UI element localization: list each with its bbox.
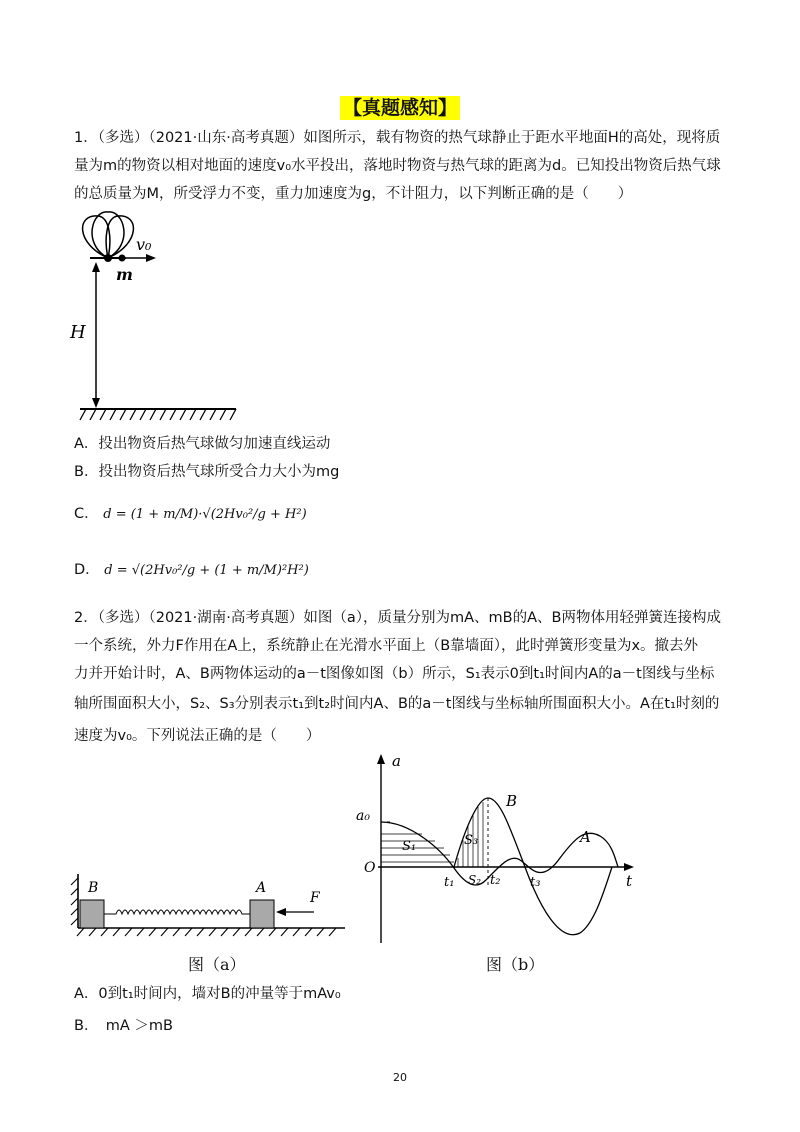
s1-label: S₁	[402, 839, 417, 854]
q1-option-d-formula: d = √(2Hv₀²/g + (1 + m/M)²H²)	[104, 563, 309, 578]
q2-line-4: 轴所围面积大小，S₂、S₃分别表示t₁到t₂时间内A、B的a－t图线与坐标轴所围面积大小。A在t₁时刻的	[74, 696, 720, 712]
axis-a-label: a	[392, 752, 401, 770]
m-label: m	[116, 265, 133, 284]
q1-option-d-label: D．	[74, 562, 100, 578]
axis-t-label: t	[626, 872, 633, 890]
q2-option-b: B． mA ＞mB	[74, 1018, 173, 1034]
label-b: B	[88, 880, 99, 896]
origin-label: O	[364, 860, 376, 876]
q1-balloon-figure	[62, 210, 252, 425]
q1-line-3: 的总质量为M，所受浮力不变，重力加速度为g，不计阻力，以下判断正确的是（ ）	[74, 186, 633, 202]
q2-line-3: 力并开始计时，A、B两物体运动的a－t图像如图（b）所示，S₁表示0到t₁时间内A的a－t图线与坐标	[74, 666, 715, 682]
q2-figure-a	[70, 872, 350, 937]
q1-option-a: A．投出物资后热气球做匀加速直线运动	[74, 436, 331, 452]
H-label: H	[70, 322, 86, 343]
curve-b-label: B	[506, 792, 518, 810]
q2-line-2: 一个系统，外力F作用在A上，系统静止在光滑水平面上（B靠墙面），此时弹簧形变量为x。撤去外	[74, 638, 699, 654]
section-title: 【真题感知】	[0, 93, 800, 120]
a0-label: a₀	[356, 808, 370, 824]
q1-option-d	[74, 558, 309, 579]
q2-line-5: 速度为v₀。下列说法正确的是（ ）	[74, 728, 321, 744]
label-a: A	[256, 880, 267, 896]
block-b	[80, 900, 104, 928]
t3-label: t₃	[530, 875, 541, 890]
q1-option-c-formula: d = (1 + m/M)·√(2Hv₀²/g + H²)	[103, 507, 307, 522]
curve-a-label: A	[580, 828, 591, 846]
spring	[104, 910, 250, 914]
block-a	[250, 900, 274, 928]
t2-label: t₂	[490, 873, 501, 888]
s2-label: S₂	[468, 873, 482, 887]
q2-option-a: A．0到t₁时间内，墙对B的冲量等于mAv₀	[74, 986, 341, 1002]
q1-line-2: 量为m的物资以相对地面的速度v₀水平投出，落地时物资与热气球的距离为d。已知投出物资后热气球	[74, 158, 721, 174]
v0-label: v₀	[136, 235, 152, 254]
q1-line-1: 1．（多选）（2021·山东·高考真题）如图所示，载有物资的热气球静止于距水平地面H的高处，现将质	[74, 130, 721, 146]
q1-option-c-label: C．	[74, 506, 99, 522]
page-number: 20	[393, 1071, 407, 1084]
q2-line-1: 2．（多选）（2021·湖南·高考真题）如图（a），质量分别为mA、mB的A、B两物体用轻弹簧连接构成	[74, 610, 721, 626]
label-f: F	[310, 890, 320, 906]
s3-label: S₃	[464, 833, 479, 848]
caption-fig-a: 图（a）	[188, 955, 246, 974]
q1-option-b: B．投出物资后热气球所受合力大小为mg	[74, 464, 340, 480]
q2-figure-b	[350, 748, 650, 948]
t1-label: t₁	[444, 875, 455, 890]
q1-option-c	[74, 502, 307, 523]
caption-fig-b: 图（b）	[486, 955, 545, 974]
